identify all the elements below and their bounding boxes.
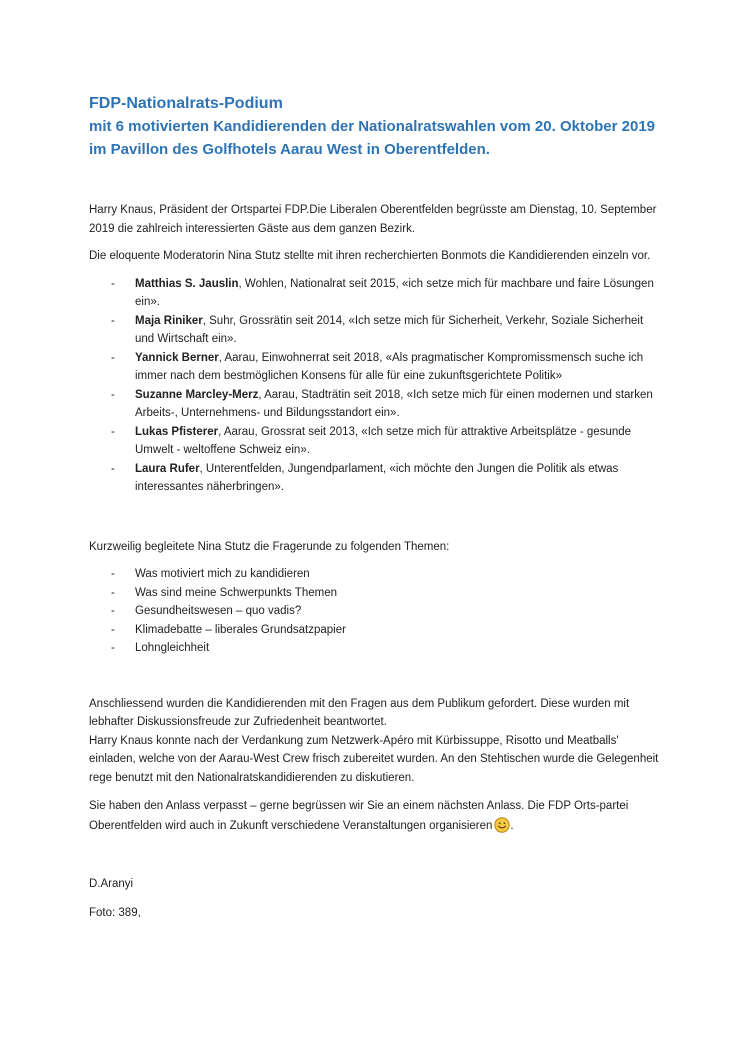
list-dash: - xyxy=(111,605,115,617)
list-item xyxy=(89,565,664,584)
candidate-description: , Suhr, Grossrätin seit 2014, «Ich setze mich für Sicherheit, Verkehr, Soziale Sicherheit und Wirtschaft ein». xyxy=(135,314,644,345)
list-dash: - xyxy=(111,388,115,401)
topic-label: Gesundheitswesen – quo vadis? xyxy=(135,605,302,617)
candidate-name: Laura Rufer xyxy=(135,462,200,475)
list-item xyxy=(89,312,664,349)
page-title: FDP-Nationalrats-Podium xyxy=(89,95,283,112)
list-item xyxy=(89,460,664,497)
candidate-list xyxy=(89,275,664,497)
list-dash: - xyxy=(111,277,115,290)
list-item xyxy=(89,275,664,312)
smiley-icon xyxy=(494,817,510,840)
author-name: D.Aranyi xyxy=(89,878,134,890)
list-dash: - xyxy=(111,314,115,327)
list-dash: - xyxy=(111,462,115,475)
list-item xyxy=(89,639,664,658)
document-page xyxy=(89,92,664,922)
topic-label: Was sind meine Schwerpunkts Themen xyxy=(135,586,337,599)
invitation-text: Sie haben den Anlass verpasst – gerne begrüssen wir Sie an einem nächsten Anlass. Die FDP Orts-partei Oberentfelden wird auch in Zukunft verschiedene Veranstaltungen organisieren xyxy=(89,800,629,832)
intro-paragraph: Harry Knaus, Präsident der Ortspartei FDP.Die Liberalen Oberentfelden begrüsste am Dienstag, 10. September 2019 die zahlreich interessierten Gäste aus dem ganzen Bezirk. xyxy=(89,204,657,235)
page-subtitle: mit 6 motivierten Kandidierenden der Nationalratswahlen vom 20. Oktober 2019 im Pavillon des Golfhotels Aarau West in Oberentfelden. xyxy=(89,118,656,158)
candidate-description: , Aarau, Grossrat seit 2013, «Ich setze mich für attraktive Arbeitsplätze - gesunde Umwelt - weltoffene Schweiz ein». xyxy=(135,425,632,456)
list-dash: - xyxy=(111,586,115,599)
topic-label: Klimadebatte – liberales Grundsatzpapier xyxy=(135,623,346,636)
topics-intro: Kurzweilig begleitete Nina Stutz die Fragerunde zu folgenden Themen: xyxy=(89,540,450,553)
list-dash: - xyxy=(111,351,115,364)
candidate-name: Matthias S. Jauslin xyxy=(135,277,239,290)
list-item xyxy=(89,584,664,603)
candidate-description: , Unterentfelden, Jungendparlament, «ich möchte den Jungen die Politik als etwas interessantes näherbringen». xyxy=(135,462,619,493)
candidate-description: , Wohlen, Nationalrat seit 2015, «ich setze mich für machbare und faire Lösungen ein». xyxy=(135,277,654,308)
list-dash: - xyxy=(111,425,115,438)
candidate-name: Maja Riniker xyxy=(135,314,203,327)
candidate-name: Yannick Berner xyxy=(135,351,219,364)
topic-label: Lohngleichheit xyxy=(135,642,210,654)
list-item xyxy=(89,602,664,621)
list-item xyxy=(89,423,664,460)
closing-paragraph xyxy=(89,695,664,788)
candidate-name: Lukas Pfisterer xyxy=(135,425,219,438)
topic-label: Was motiviert mich zu kandidieren xyxy=(135,568,310,580)
candidate-name: Suzanne Marcley-Merz xyxy=(135,388,259,401)
candidate-description: , Aarau, Stadträtin seit 2018, «Ich setze mich für einen modernen und starken Arbeits-, Unternehmens- und Bildungsstandort ein». xyxy=(135,388,653,419)
list-item xyxy=(89,386,664,423)
photo-credit: Foto: 389, xyxy=(89,906,141,919)
invitation-paragraph xyxy=(89,796,664,840)
list-dash: - xyxy=(111,642,115,654)
moderator-paragraph: Die eloquente Moderatorin Nina Stutz stellte mit ihren recherchierten Bonmots die Kandidierenden einzeln vor. xyxy=(89,250,651,262)
topic-list xyxy=(89,565,664,658)
list-dash: - xyxy=(111,623,115,636)
closing-line-1: Anschliessend wurden die Kandidierenden mit den Fragen aus dem Publikum gefordert. Diese wurden mit lebhafter Diskussionsfreude zur Zufriedenheit beantwortet. xyxy=(89,697,630,728)
closing-line-2: Harry Knaus konnte nach der Verdankung zum Netzwerk-Apéro mit Kürbissuppe, Risotto und Meatballs' einladen, welche von der Aarau-West Crew frisch zubereitet wurden. An den Stehtischen wurde die Gelegenheit rege benutzt mit den Nationalratskandidierenden zu diskutieren. xyxy=(89,734,659,784)
invitation-end: . xyxy=(510,820,514,832)
list-dash: - xyxy=(111,568,115,580)
list-item xyxy=(89,621,664,640)
candidate-description: , Aarau, Einwohnerrat seit 2018, «Als pragmatischer Kompromissmensch suche ich immer nach dem bestmöglichen Konsens für alle für eine zukunftsgerichtete Politik» xyxy=(135,351,644,382)
list-item xyxy=(89,349,664,386)
